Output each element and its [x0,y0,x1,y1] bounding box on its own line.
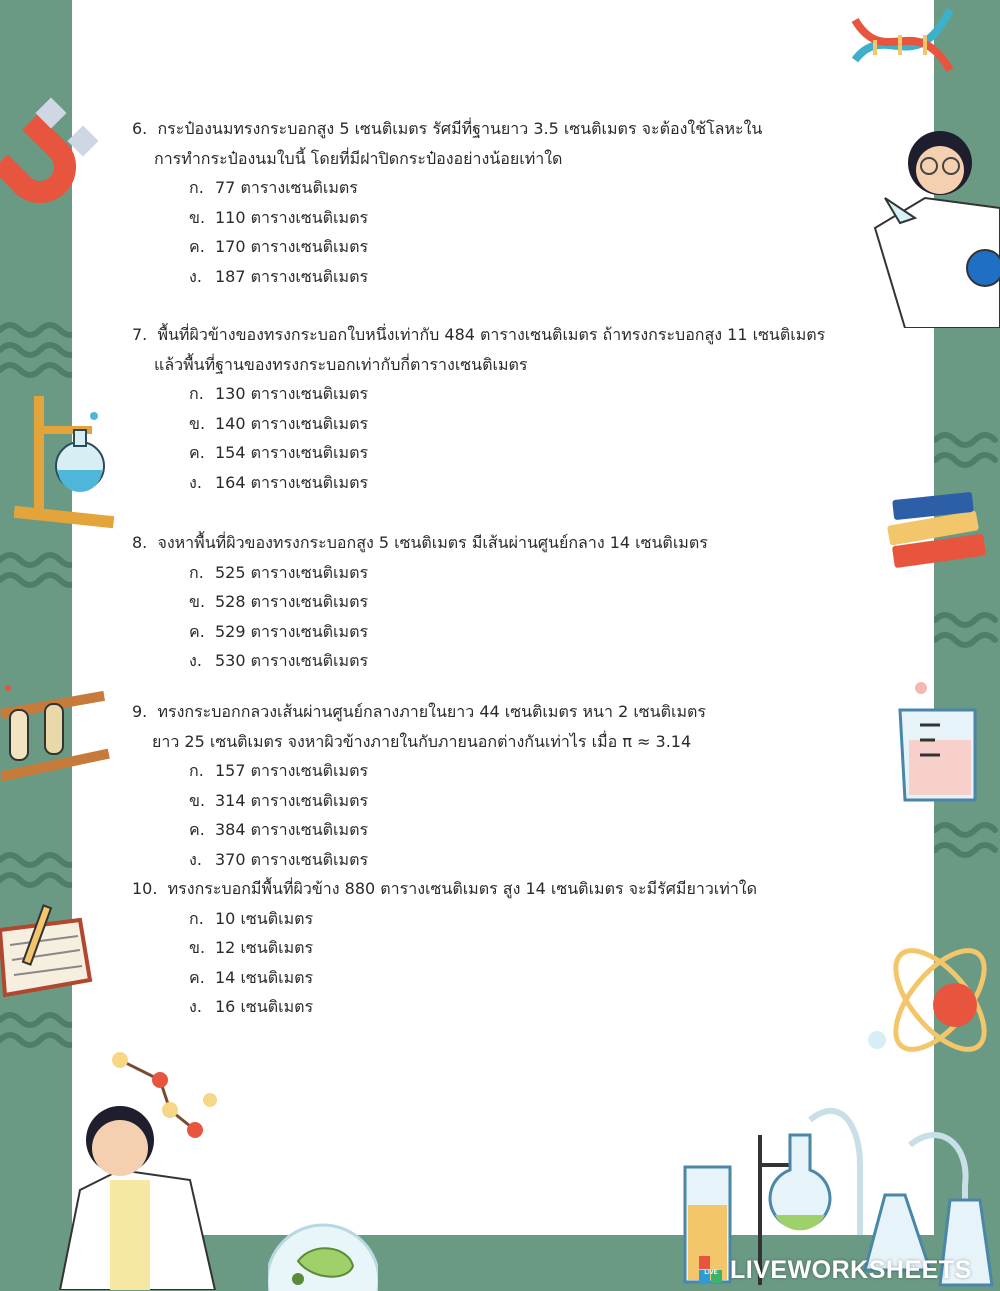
scientist-girl-illustration [865,118,1000,328]
choice-a[interactable]: ก. 525 ตารางเซนติเมตร [189,562,369,582]
choice-d[interactable]: ง. 370 ตารางเซนติเมตร [189,849,369,869]
choice-d[interactable]: ง. 187 ตารางเซนติเมตร [189,266,369,286]
choice-c[interactable]: ค. 384 ตารางเซนติเมตร [189,820,369,839]
question-text-line1: กระป๋องนมทรงกระบอกสูง 5 เซนติเมตร รัศมีที่ฐานยาว 3.5 เซนติเมตร จะต้องใช้โลหะใน [157,119,763,138]
choice-b[interactable]: ข. 140 ตารางเซนติเมตร [189,413,369,433]
question-10 [132,874,757,1022]
question-text-line2: ยาว 25 เซนติเมตร จงหาผิวข้างภายในกับภายนอกต่างกันเท่าไร เมื่อ π ≈ 3.14 [152,731,692,751]
scientist-boy-illustration [40,1040,230,1290]
choice-d[interactable]: ง. 530 ตารางเซนติเมตร [189,651,369,670]
question-text-line1: พื้นที่ผิวข้างของทรงกระบอกใบหนึ่งเท่ากับ 484 ตารางเซนติเมตร ถ้าทรงกระบอกสูง 11 เซนติเมตร [157,325,826,344]
question-number: 8. [132,533,148,552]
test-tubes-icon [0,680,110,790]
beaker-icon [895,680,995,810]
svg-text:LIVE: LIVE [704,1270,718,1276]
dna-icon [850,0,960,90]
question-8 [132,528,708,676]
question-number: 7. [132,325,148,344]
question-number: 6. [132,119,148,138]
choice-b[interactable]: ข. 12 เซนติเมตร [189,938,314,957]
question-text-line2: แล้วพื้นที่ฐานของทรงกระบอกเท่ากับกี่ตารางเซนติเมตร [154,354,528,374]
choice-a[interactable]: ก. 130 ตารางเซนติเมตร [189,384,369,403]
lab-stand-flask-icon [14,396,124,536]
choice-c[interactable]: ค. 14 เซนติเมตร [189,967,314,987]
books-icon [883,492,993,582]
question-7 [132,320,825,497]
choice-c[interactable]: ค. 154 ตารางเซนติเมตร [189,443,369,462]
question-text-line1: ทรงกระบอกกลวงเส้นผ่านศูนย์กลางภายในยาว 44 เซนติเมตร หนา 2 เซนติเมตร [157,702,706,721]
choice-c[interactable]: ค. 529 ตารางเซนติเมตร [189,621,369,641]
choice-d[interactable]: ง. 16 เซนติเมตร [189,997,314,1016]
question-text-line1: จงหาพื้นที่ผิวของทรงกระบอกสูง 5 เซนติเมตร มีเส้นผ่านศูนย์กลาง 14 เซนติเมตร [157,533,708,552]
question-number: 9. [132,702,148,721]
petri-dish-microbe-icon [268,1221,378,1291]
question-6 [132,114,762,291]
liveworksheets-text: LIVEWORKSHEETS [730,1255,972,1284]
question-9 [132,697,706,874]
question-text-line1: ทรงกระบอกมีพื้นที่ผิวข้าง 880 ตารางเซนติเมตร สูง 14 เซนติเมตร จะมีรัศมียาวเท่าใด [167,879,758,898]
choice-b[interactable]: ข. 110 ตารางเซนติเมตร [189,207,369,227]
choice-a[interactable]: ก. 157 ตารางเซนติเมตร [189,761,369,780]
atom-icon [865,915,1000,1085]
choice-a[interactable]: ก. 10 เซนติเมตร [189,908,314,928]
choice-b[interactable]: ข. 314 ตารางเซนติเมตร [189,790,369,810]
liveworksheets-logo-icon [698,1255,724,1285]
magnet-icon [0,92,110,212]
question-text-line2: การทำกระป๋องนมใบนี้ โดยที่มีฝาปิดกระป๋องอย่างน้อยเท่าใด [154,148,563,168]
liveworksheets-watermark [698,1255,972,1285]
choice-b[interactable]: ข. 528 ตารางเซนติเมตร [189,592,369,611]
choice-d[interactable]: ง. 164 ตารางเซนติเมตร [189,472,369,492]
notebook-pencil-icon [0,900,100,1000]
question-number: 10. [132,879,158,898]
choice-a[interactable]: ก. 77 ตารางเซนติเมตร [189,178,358,197]
choice-c[interactable]: ค. 170 ตารางเซนติเมตร [189,237,369,256]
